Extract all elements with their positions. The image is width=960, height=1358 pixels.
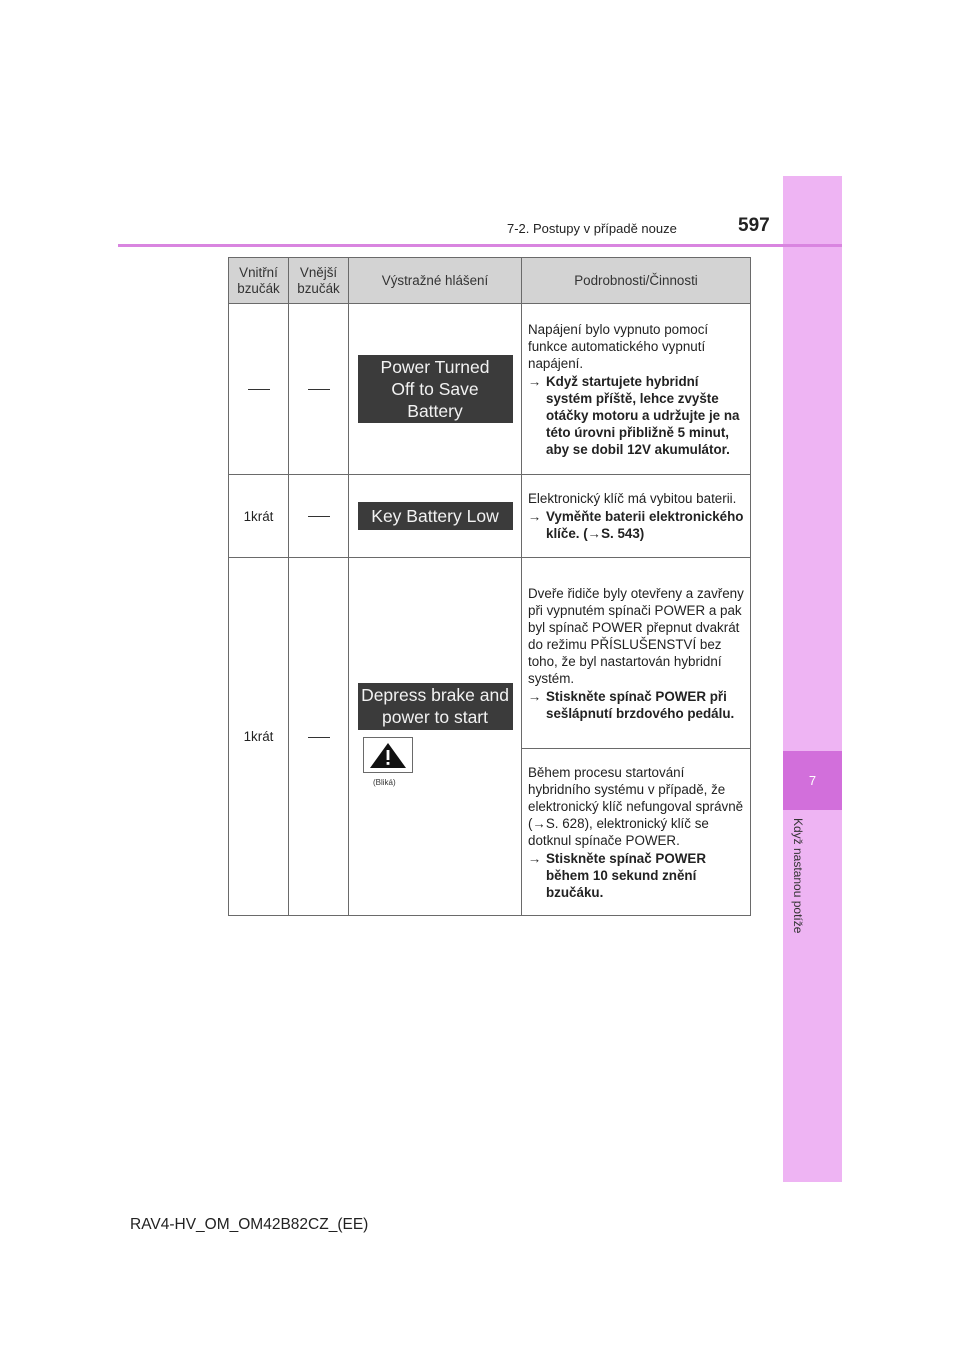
warning-message-cell	[349, 304, 522, 475]
external-buzzer-cell	[289, 475, 349, 558]
section-title: 7-2. Postupy v případě nouze	[507, 221, 677, 236]
display-message-depress-brake	[358, 683, 513, 730]
column-header-internal-buzzer: Vnitřní bzučák	[229, 258, 289, 304]
page-number: 597	[738, 215, 770, 236]
column-header-warning-message: Výstražné hlášení	[349, 258, 522, 304]
dash-none	[308, 737, 330, 738]
internal-buzzer-cell	[229, 304, 289, 475]
chapter-title: Když nastanou potíže	[791, 818, 805, 934]
detail-text: Dveře řidiče byly otevřeny a zavřeny při vypnutém spínači POWER a pak byl spínač POWER přepnut dvakrát do režimu PŘÍSLUŠENSTVÍ bez toho, že byl nastartován hybridní systém.	[528, 585, 744, 686]
table-row	[229, 304, 751, 475]
document-code: RAV4-HV_OM_OM42B82CZ_(EE)	[130, 1216, 369, 1233]
display-line: Key Battery Low	[371, 506, 499, 526]
display-line: power to start	[381, 707, 489, 727]
action-text: Stiskněte spínač POWER během 10 sekund znění bzučáku.	[546, 850, 706, 900]
arrow-icon: →	[528, 373, 542, 389]
display-line: Off to Save	[391, 379, 479, 399]
action-item	[528, 508, 744, 542]
column-header-details: Podrobnosti/Činnosti	[522, 258, 751, 304]
blink-caption: (Bliká)	[373, 777, 396, 787]
display-line: Power Turned	[380, 357, 490, 377]
detail-text: Během procesu startování hybridního systému v případě, že elektronický klíč nefungoval správně (→S. 628), elektronický klíč se dotknul spínače POWER.	[528, 764, 744, 848]
warning-message-table	[228, 257, 751, 916]
dash-none	[248, 389, 270, 390]
table-header-row	[229, 258, 751, 304]
detail-text: Napájení bylo vypnuto pomocí funkce automatického vypnutí napájení.	[528, 321, 709, 371]
arrow-icon: →	[528, 850, 542, 866]
table-row	[229, 558, 751, 749]
action-item	[528, 373, 744, 458]
action-text: Když startujete hybridní systém příště, lehce zvyšte otáčky motoru a udržujte je na této úrovni přibližně 5 minut, aby se dobil 12V akumulátor.	[546, 373, 740, 457]
arrow-icon: →	[528, 509, 542, 524]
warning-triangle-icon	[363, 737, 413, 773]
dash-none	[308, 389, 330, 390]
action-item	[528, 688, 744, 722]
detail-text: Elektronický klíč má vybitou baterii.	[528, 491, 737, 506]
details-cell	[522, 475, 751, 558]
chapter-side-tab	[783, 176, 842, 1182]
details-cell	[522, 749, 751, 916]
external-buzzer-cell	[289, 304, 349, 475]
chapter-number-tab	[783, 751, 842, 810]
details-cell	[522, 558, 751, 749]
warning-message-cell	[349, 475, 522, 558]
display-line: Depress brake and	[361, 685, 509, 705]
column-header-external-buzzer: Vnější bzučák	[289, 258, 349, 304]
details-cell	[522, 304, 751, 475]
header-rule	[118, 244, 842, 247]
action-text: Stiskněte spínač POWER při sešlápnutí brzdového pedálu.	[546, 688, 735, 721]
action-item	[528, 850, 744, 901]
table-row	[229, 475, 751, 558]
display-line: Battery	[407, 401, 463, 421]
dash-none	[308, 516, 330, 517]
action-text: Vyměňte baterii elektronického klíče. (→S. 543)	[546, 509, 744, 541]
warning-message-cell	[349, 558, 522, 916]
internal-buzzer-cell: 1krát	[229, 558, 289, 916]
display-message-power-turned-off	[358, 355, 513, 423]
external-buzzer-cell	[289, 558, 349, 916]
chapter-number: 7	[808, 773, 817, 788]
internal-buzzer-cell: 1krát	[229, 475, 289, 558]
arrow-icon: →	[528, 688, 542, 704]
display-message-key-battery-low	[358, 502, 513, 530]
